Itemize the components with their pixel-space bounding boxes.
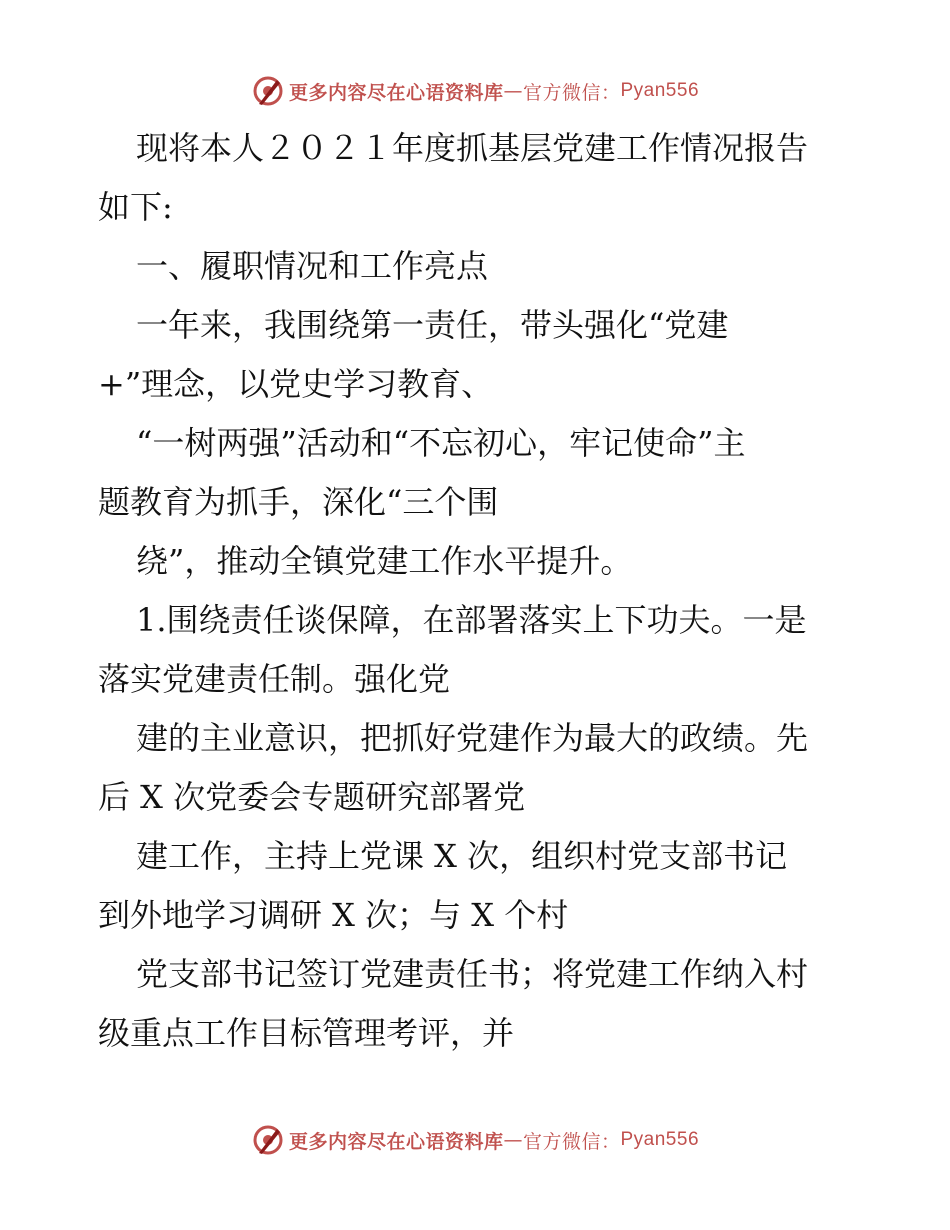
paragraph-line: 现将本人２０２１年度抓基层党建工作情况报告 (136, 129, 809, 167)
watermark-dash: — (503, 80, 523, 102)
paragraph-line: 如下: (98, 188, 173, 226)
paragraph-line: 题教育为抓手，深化“三个围 (98, 483, 499, 521)
paragraph-line: 级重点工作目标管理考评，并 (98, 1014, 515, 1052)
watermark-wechat-id: Pyan556 (620, 80, 700, 101)
watermark-dash: — (503, 1129, 523, 1151)
paragraph-line: +”理念，以党史学习教育、 (98, 365, 494, 403)
watermark-wechat-id: Pyan556 (620, 1129, 700, 1150)
paragraph-line: 到外地学习调研 X 次；与 X 个村 (98, 896, 569, 934)
footer-watermark (0, 1120, 950, 1160)
watermark-main-text: 更多内容尽在心语资料库 (288, 1130, 504, 1153)
paragraph-line: 建的主业意识，把抓好党建作为最大的政绩。先 (136, 719, 809, 757)
paragraph-line: “一树两强”活动和“不忘初心，牢记使命”主 (136, 424, 746, 462)
watermark-main-text: 更多内容尽在心语资料库 (288, 81, 504, 104)
document-body (98, 124, 858, 1068)
watermark-official-label: 官方微信： (522, 1130, 621, 1153)
paragraph-line: 1.围绕责任谈保障，在部署落实上下功夫。一是 (136, 601, 807, 639)
watermark-logo-icon (251, 74, 285, 108)
header-watermark (0, 71, 950, 111)
paragraph-line: 一年来，我围绕第一责任，带头强化“党建 (136, 306, 729, 344)
paragraph-line: 党支部书记签订党建责任书；将党建工作纳入村 (136, 955, 809, 993)
paragraph-line: 建工作，主持上党课 X 次，组织村党支部书记 (136, 837, 788, 875)
paragraph-line: 绕”，推动全镇党建工作水平提升。 (136, 542, 633, 580)
paragraph-line: 后 X 次党委会专题研究部署党 (98, 778, 526, 816)
section-heading: 一、履职情况和工作亮点 (136, 247, 489, 285)
watermark-logo-icon (251, 1123, 285, 1157)
paragraph-line: 落实党建责任制。强化党 (98, 660, 451, 698)
watermark-official-label: 官方微信： (522, 81, 621, 104)
